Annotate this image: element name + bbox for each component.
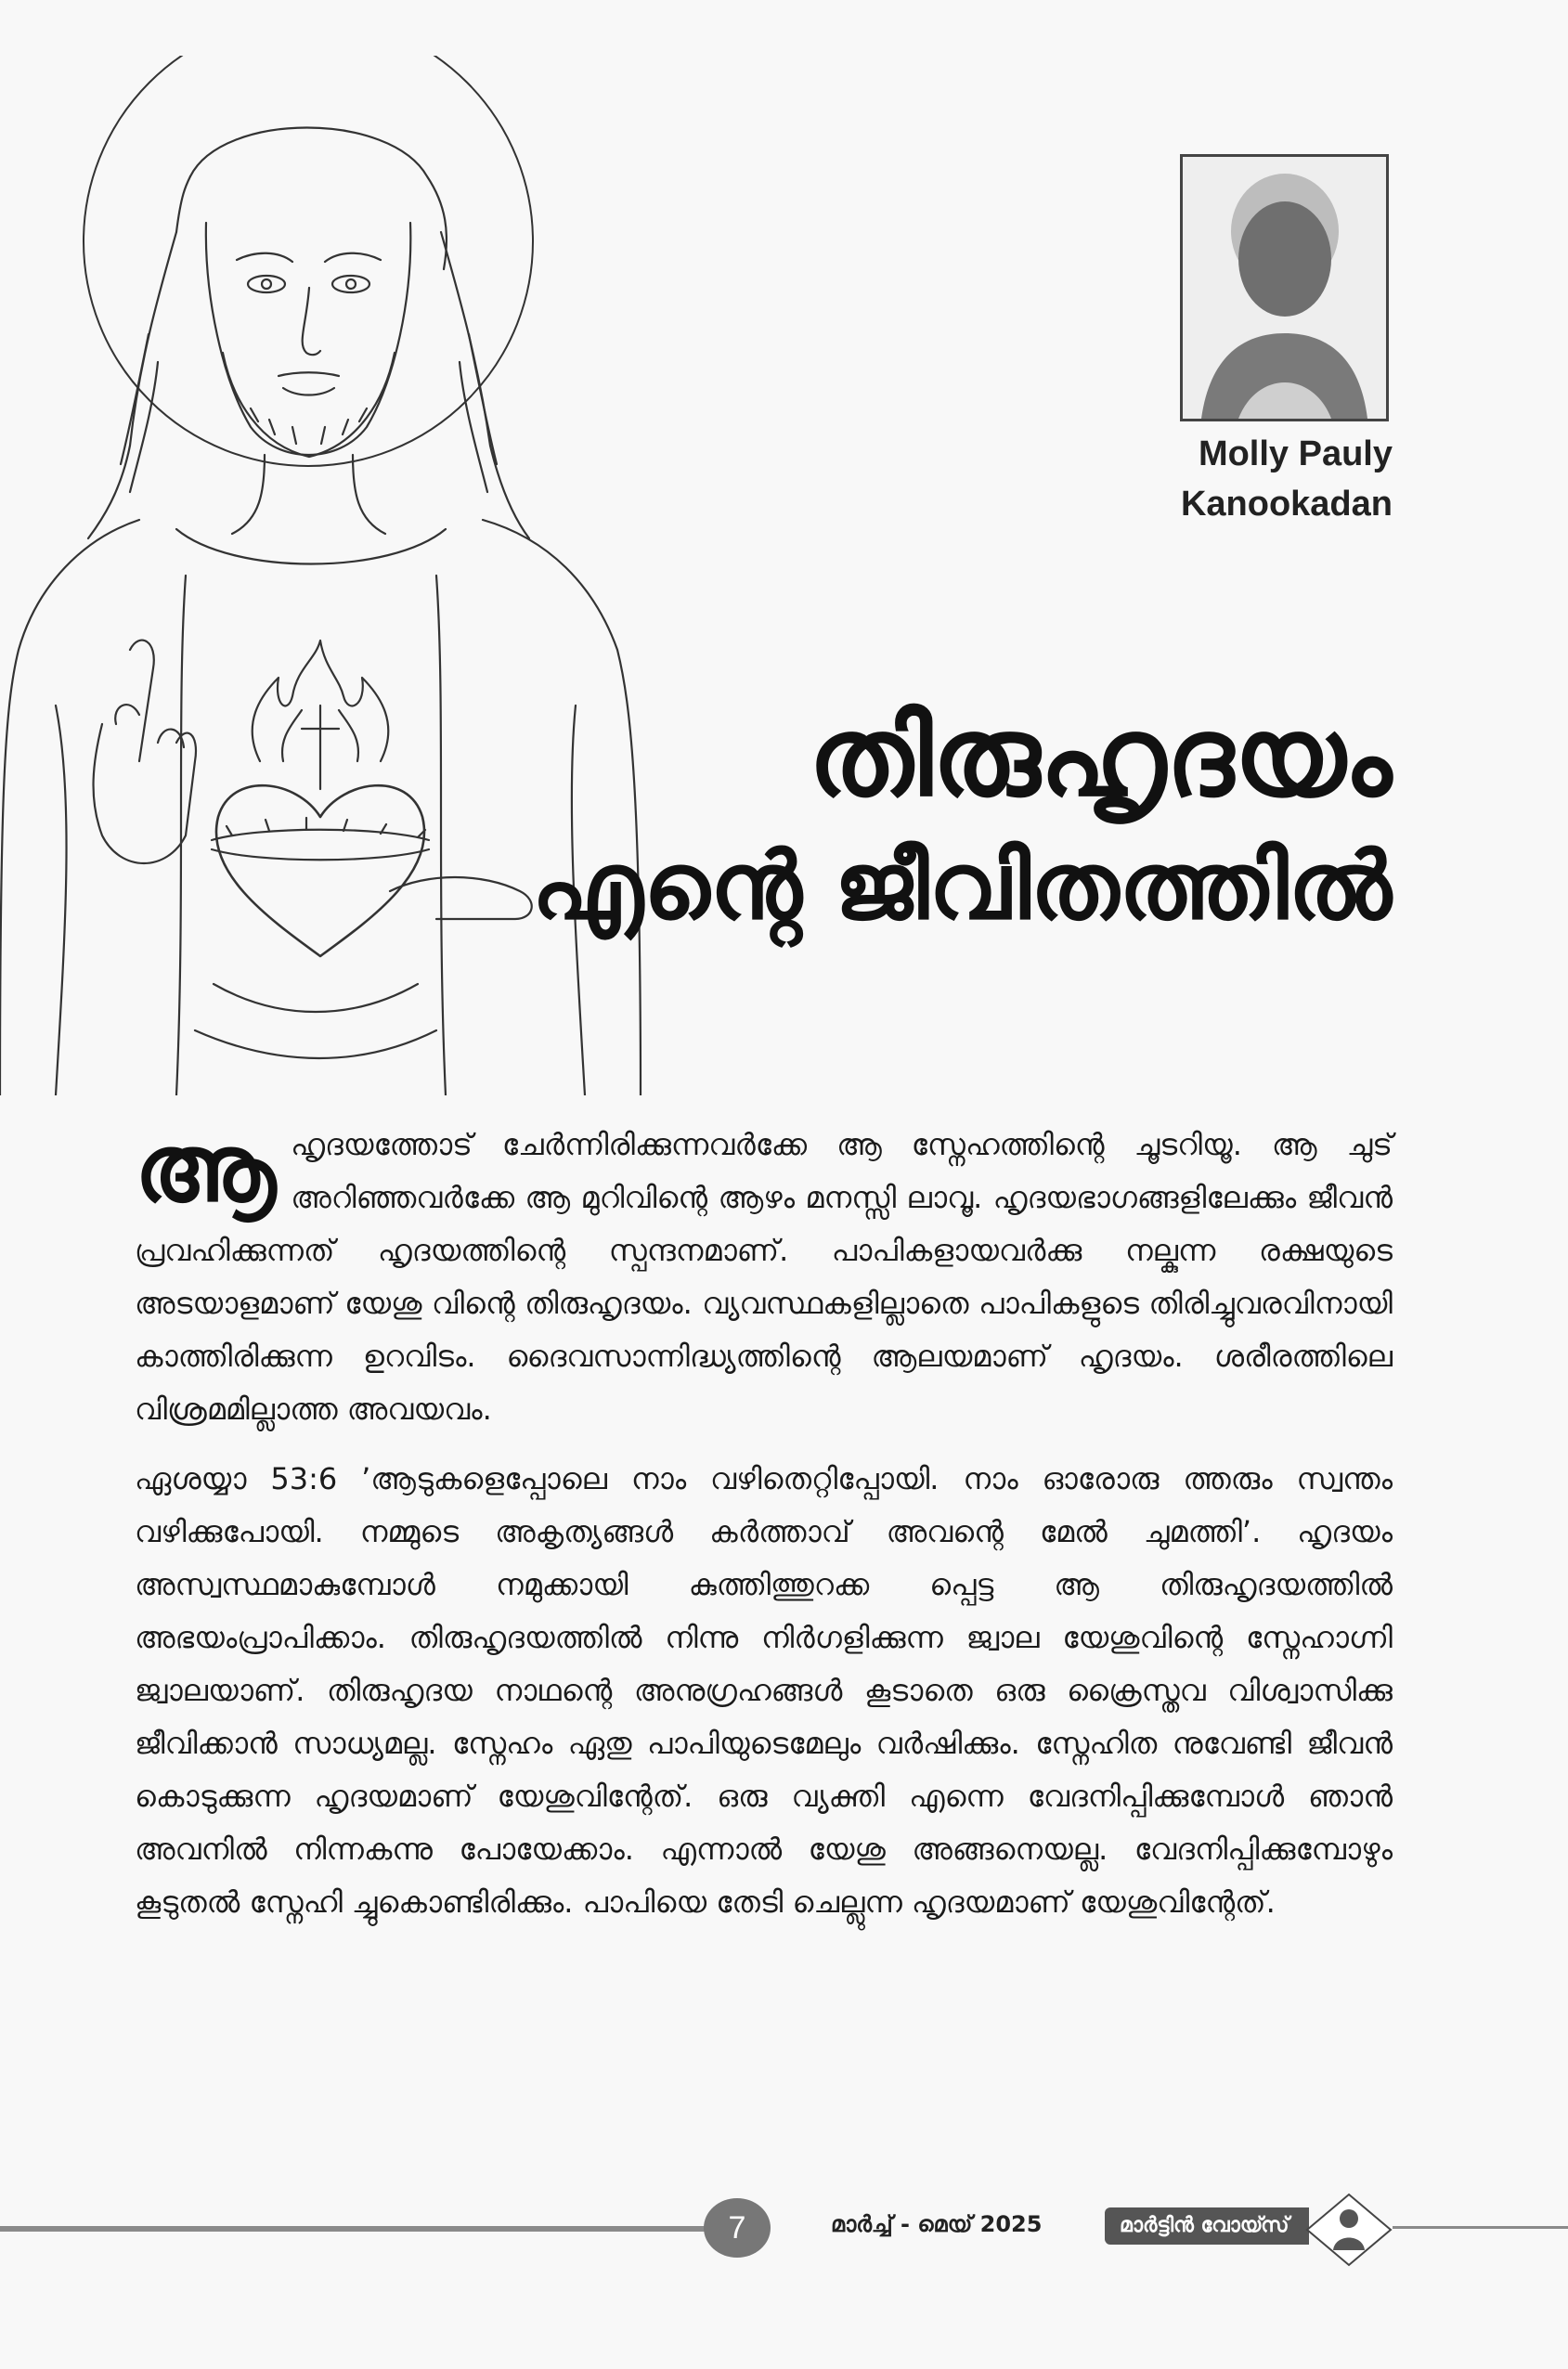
page-footer [0, 2191, 1568, 2265]
author-name [1114, 429, 1393, 529]
title-line-2: എന്റെ ജീവിതത്തിൽ [531, 832, 1392, 940]
article-title [532, 687, 1392, 947]
footer-rule-right [1393, 2226, 1568, 2229]
author-portrait-icon [1183, 157, 1386, 419]
magazine-logo-icon [1298, 2193, 1400, 2267]
issue-date: മാർച്ച് - മെയ് 2025 [831, 2211, 1043, 2237]
article-body [135, 1114, 1393, 1946]
drop-cap: ആ [135, 1114, 277, 1223]
title-line-1: തിരുഹൃദയം [808, 693, 1392, 821]
paragraph-2: ഏശയ്യാ 53:6 ’ആടുകളെപ്പോലെ നാം വഴിതെറ്റിപ്പോയി. നാം ഓരോരു ത്തരും സ്വന്തം വഴിക്കുപോയി. നമ്മുടെ അകൃത്യങ്ങൾ കർത്താവ് അവന്റെ മേൽ ചുമത്തി’. ഹൃദയം അസ്വസ്ഥമാകുമ്പോൾ നമുക്കായി കുത്തിത്തുറക്ക പ്പെട്ട ആ തിരുഹൃദയത്തിൽ അഭയംപ്രാപിക്കാം. തിരുഹൃദയത്തിൽ നിന്നു നിർഗളിക്കുന്ന ജ്വാല യേശുവിന്റെ സ്നേഹാഗ്നി ജ്വാലയാണ്. തിരുഹൃദയ നാഥന്റെ അനുഗ്രഹങ്ങൾ കൂടാതെ ഒരു ക്രൈസ്തവ വിശ്വാസിക്കു ജീവിക്കാൻ സാധ്യമല്ല. സ്നേഹം ഏതു പാപിയുടെമേലും വർഷിക്കും. സ്നേഹിത നുവേണ്ടി ജീവൻ കൊടുക്കുന്ന ഹൃദയമാണ് യേശുവിന്റേത്. ഒരു വ്യക്തി എന്നെ വേദനിപ്പിക്കുമ്പോൾ ഞാൻ അവനിൽ നിന്നകന്നു പോയേക്കാം. എന്നാൽ യേശു അങ്ങനെയല്ല. വേദനിപ്പിക്കുമ്പോഴും കൂടുതൽ സ്നേഹി ച്ചുകൊണ്ടിരിക്കും. പാപിയെ തേടി ചെല്ലുന്ന ഹൃദയമാണ് യേശുവിന്റേത്. [135, 1461, 1393, 1920]
paragraph-1-text: ഹൃദയത്തോട് ചേർന്നിരിക്കുന്നവർക്കേ ആ സ്നേഹത്തിന്റെ ചൂടറിയൂ. ആ ചുട് അറിഞ്ഞവർക്കേ ആ മുറിവിന്റെ ആഴം മനസ്സി ലാവൂ. ഹൃദയഭാഗങ്ങളിലേക്കും ജീവൻ പ്രവഹിക്കുന്നത് ഹൃദയത്തിന്റെ സ്പന്ദനമാണ്. പാപികളായവർക്കു നല്കുന്ന രക്ഷയുടെ അടയാളമാണ് യേശു വിന്റെ തിരുഹൃദയം. വ്യവസ്ഥകളില്ലാതെ പാപികളുടെ തിരിച്ചുവരവിനായി കാത്തിരിക്കുന്ന ഉറവിടം. ദൈവസാന്നിദ്ധ്യത്തിന്റെ ആലയമാണ് ഹൃദയം. ശരീരത്തിലെ വിശ്രമമില്ലാത്ത അവയവം. [135, 1127, 1393, 1427]
author-photo [1180, 154, 1389, 421]
author-first-name: Molly Pauly [1198, 434, 1393, 473]
paragraph-1 [135, 1114, 1393, 1436]
magazine-name-badge: മാർട്ടിൻ വോയ്സ് [1105, 2207, 1309, 2245]
footer-rule-left [0, 2226, 715, 2232]
author-last-name: Kanookadan [1180, 485, 1393, 524]
page-number: 7 [704, 2198, 771, 2258]
